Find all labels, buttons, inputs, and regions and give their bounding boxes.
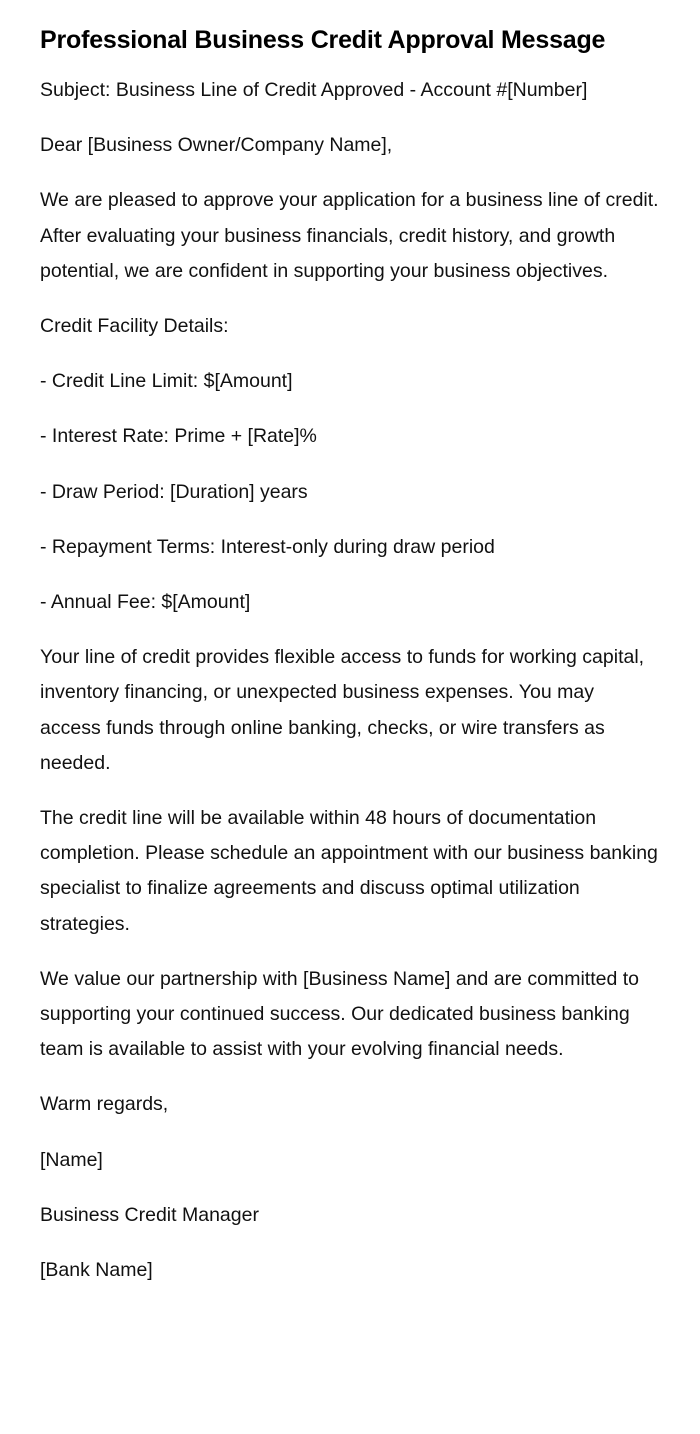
detail-interest-rate: - Interest Rate: Prime + [Rate]% — [40, 425, 317, 448]
document-title: Professional Business Credit Approval Message — [40, 26, 606, 54]
intro-paragraph: We are pleased to approve your application for a business line of credit. After evaluating your business financials, credit history, and growth potential, we are confident in supporting your business objectives. — [40, 189, 659, 282]
body-paragraph-access: Your line of credit provides flexible access to funds for working capital, inventory financing, or unexpected business expenses. You may access funds through online banking, checks, or wire transfers as needed. — [40, 646, 645, 774]
bank-name: [Bank Name] — [40, 1259, 153, 1282]
detail-draw-period: - Draw Period: [Duration] years — [40, 480, 308, 503]
signature-name: [Name] — [40, 1148, 103, 1171]
signature-title: Business Credit Manager — [40, 1203, 259, 1226]
salutation: Dear [Business Owner/Company Name], — [40, 134, 393, 157]
subject-line: Subject: Business Line of Credit Approved - Account #[Number] — [40, 79, 588, 101]
details-heading: Credit Facility Details: — [40, 315, 229, 338]
body-paragraph-availability: The credit line will be available within 48 hours of documentation completion. Please schedule an appointment with our business banking specialist to finalize agreements and discuss optimal utilization strategies. — [40, 807, 658, 935]
detail-repayment-terms: - Repayment Terms: Interest-only during draw period — [40, 535, 495, 558]
detail-annual-fee: - Annual Fee: $[Amount] — [40, 591, 251, 614]
detail-credit-line-limit: - Credit Line Limit: $[Amount] — [40, 370, 293, 393]
closing: Warm regards, — [40, 1093, 169, 1116]
body-paragraph-partnership: We value our partnership with [Business Name] and are committed to supporting your continued success. Our dedicated business banking team is available to assist with your evolving financial needs. — [40, 967, 640, 1061]
